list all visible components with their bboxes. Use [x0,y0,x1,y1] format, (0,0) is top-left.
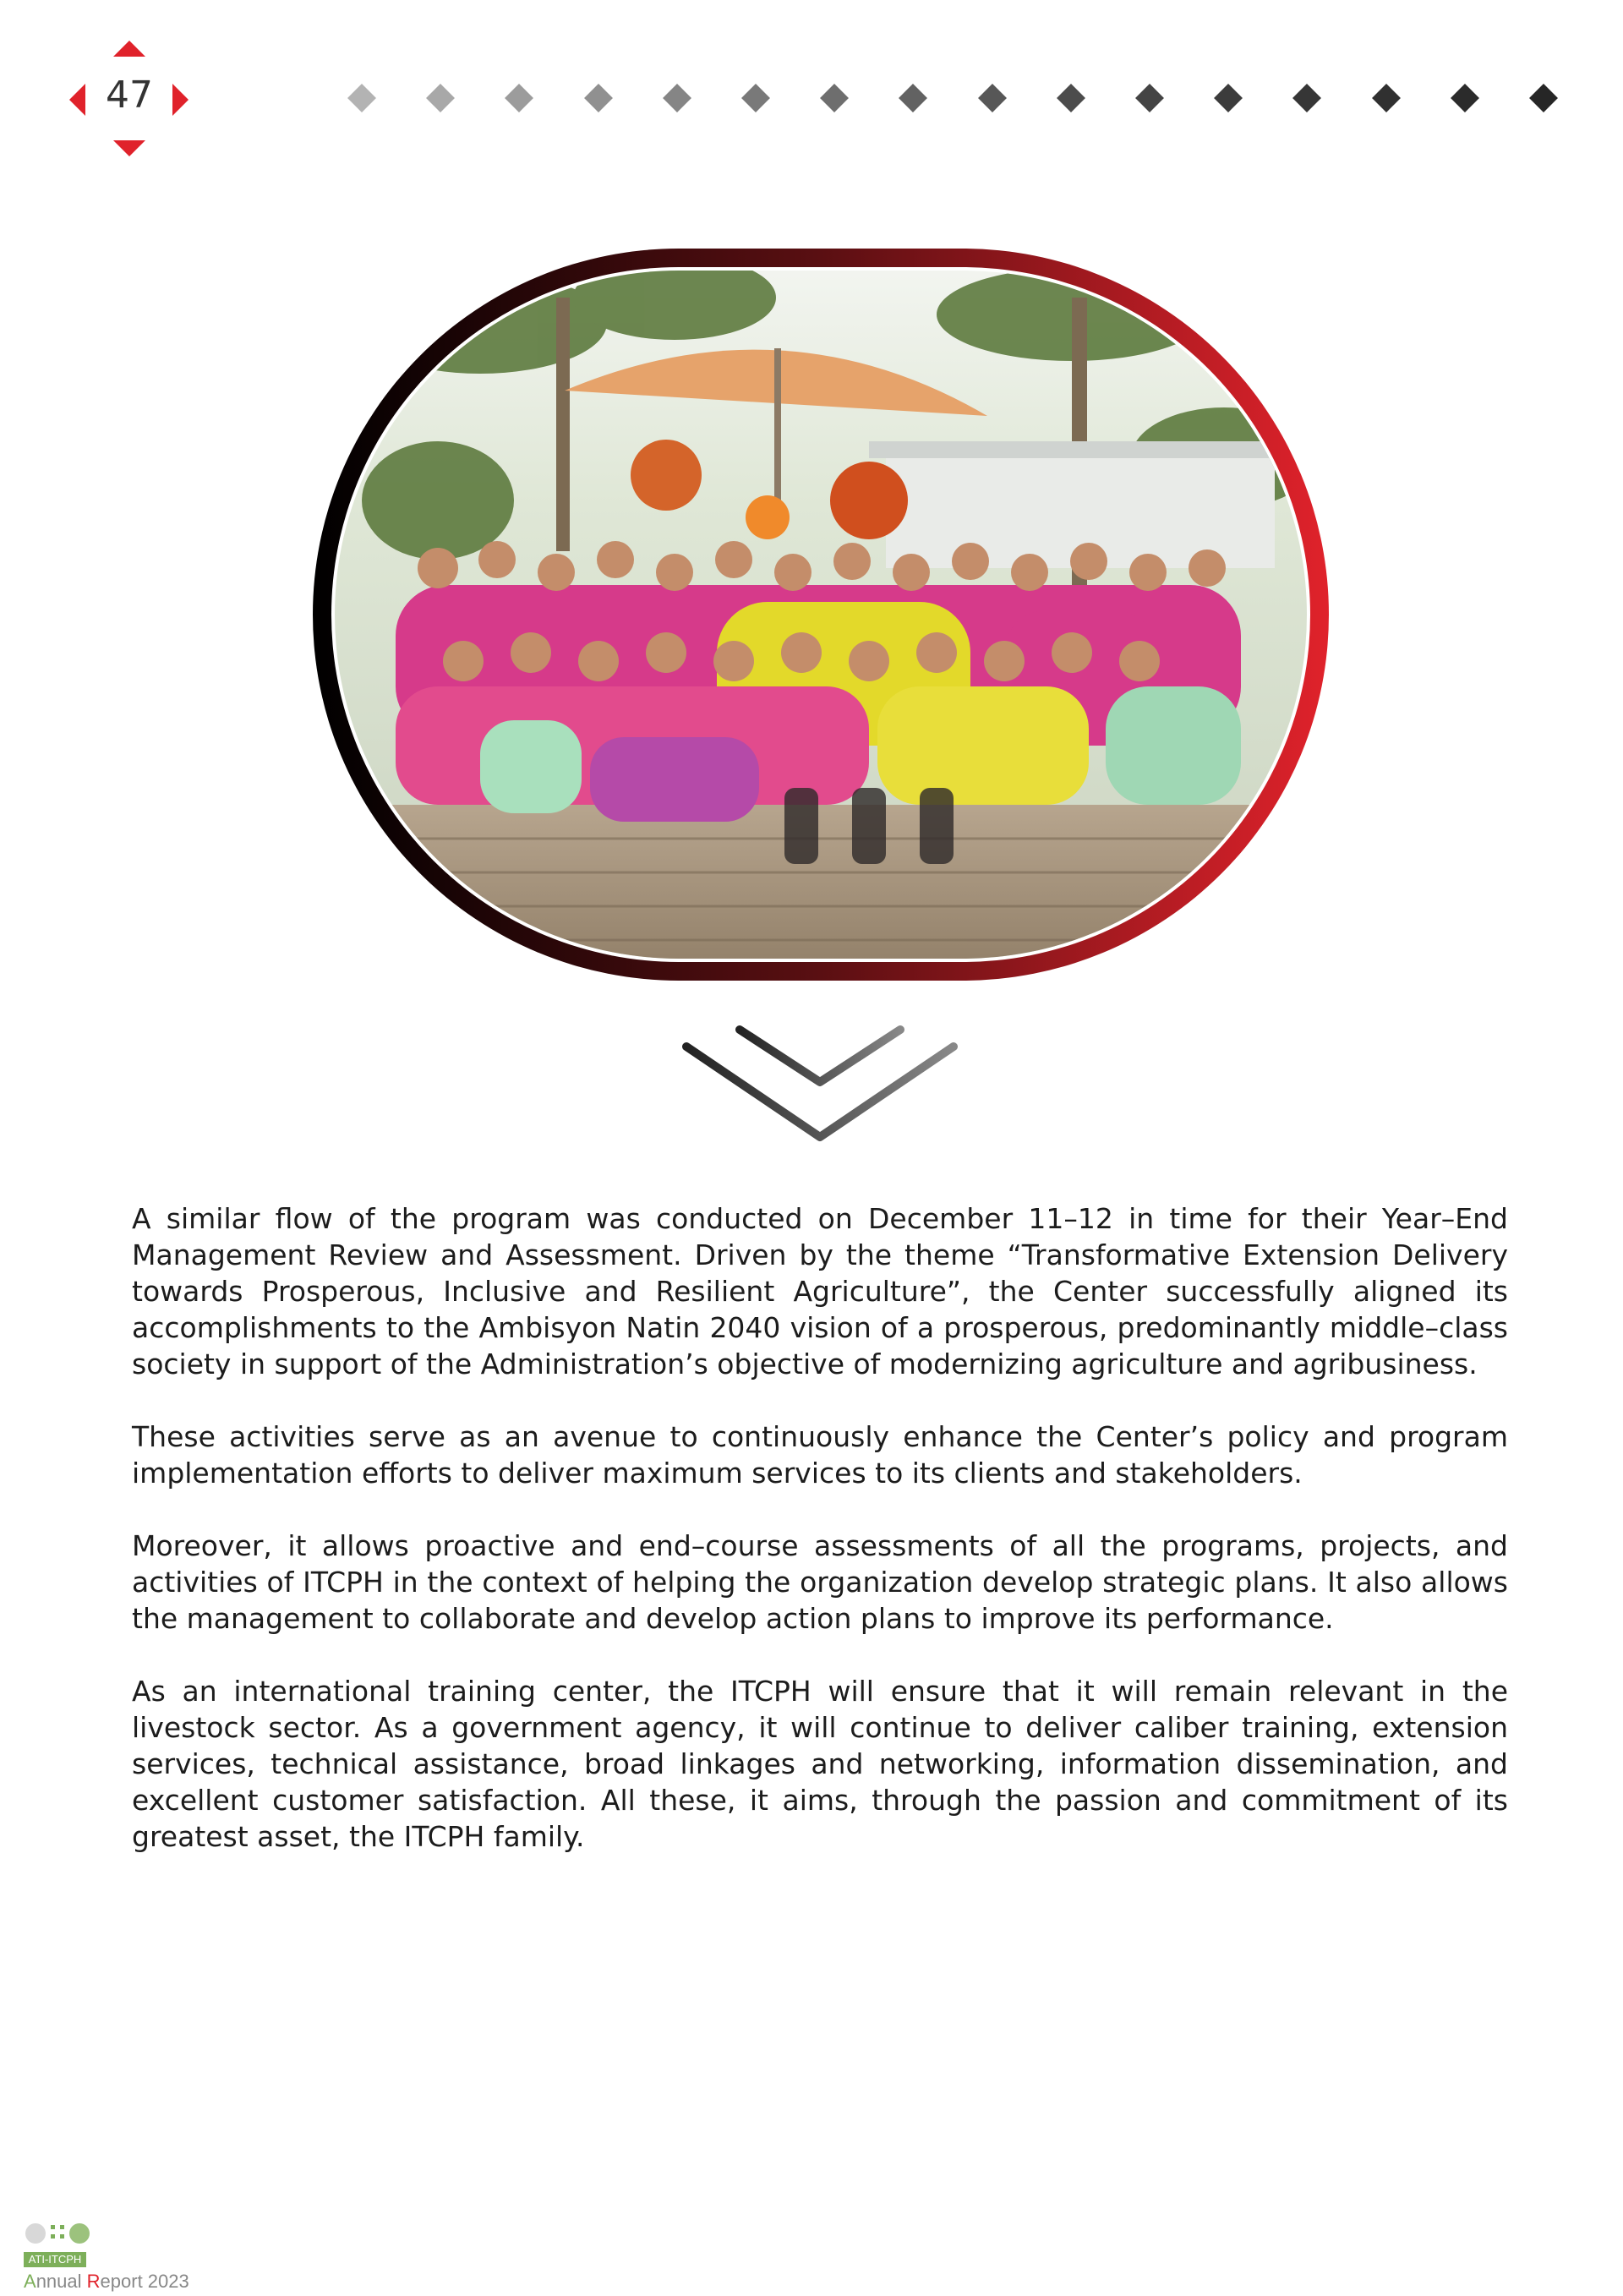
diamond-icon [1372,84,1401,112]
group-photo-icon [311,247,1331,982]
report-label [24,2271,189,2293]
paragraph-4: As an international training center, the ITCPH will ensure that it will remain relevant in the livestock sector. As a government agency, it will continue to deliver caliber training, extension services, technical assistance, broad linkages and networking, information dissemination, and excellent customer satisfaction. All these, it aims, through the passion and commitment of its greatest asset, the ITCPH family. [132,1675,1508,1853]
chevron-down-icon [676,1014,964,1150]
paragraph-2: These activities serve as an avenue to continuously enhance the Center’s policy and program implementation efforts to deliver maximum services to its clients and stakeholders. [132,1420,1508,1490]
logo-caption: ATI-ITCPH [24,2252,86,2267]
diamond-icon [426,84,455,112]
diamond-icon [741,84,770,112]
report-label-r: R [86,2271,101,2292]
diamond-icon [1135,84,1164,112]
paragraph-1: A similar flow of the program was conducted on December 11–12 in time for their Year–End Management Review and Assessment. Driven by the theme “Transformative Extension Delivery towards Prosperous, Inclusive and Resilient Agriculture”, the Center successfully aligned its accomplishments to the Ambisyon Natin 2040 vision of a prosperous, predominantly middle–class society in support of the Administration’s objective of modernizing agriculture and agribusiness. [132,1202,1508,1380]
diamond-icon [978,84,1007,112]
group-photo [311,247,1331,982]
body-text [132,1200,1508,1891]
ati-itcph-logo-icon [24,2215,91,2249]
diamond-icon [584,84,613,112]
diamond-icon [347,84,376,112]
diamond-icon [1057,84,1085,112]
diamond-icon [820,84,849,112]
paragraph-3: Moreover, it allows proactive and end–course assessments of all the programs, projects, and activities of ITCPH in the context of helping the organization develop strategic plans. It also allows the management to collaborate and develop action plans to improve its performance. [132,1529,1508,1635]
report-label-rest: eport 2023 [100,2271,189,2292]
diamond-icon [1214,84,1243,112]
diamond-icon [663,84,691,112]
diamond-row [0,0,1623,169]
diamond-icon [1292,84,1321,112]
diamond-icon [1451,84,1479,112]
diamond-icon [505,84,533,112]
diamond-icon [899,84,927,112]
page-number: 47 [106,74,153,117]
footer [24,2215,277,2291]
report-label-mid: nnual [36,2271,87,2292]
report-label-a: A [24,2271,36,2292]
diamond-icon [1529,84,1558,112]
